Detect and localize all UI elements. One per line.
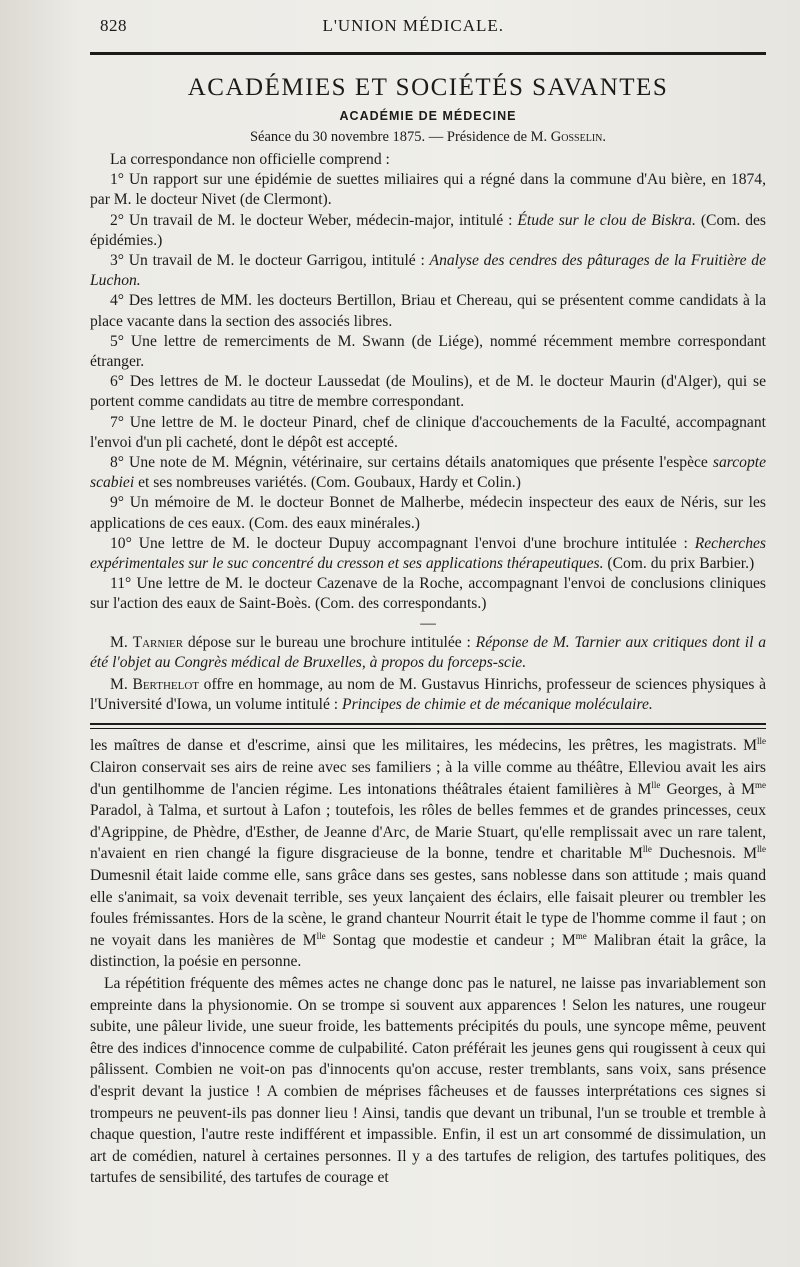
header-rule [90,52,766,55]
running-header [90,16,766,46]
president-name: Gosselin [550,129,603,145]
correspondence-item-3: 3° Un travail de M. le docteur Garrigou, intitulé : Analyse des cendres des pâturages de la Fruitière de Luchon. [90,252,766,290]
separator-dash: — [420,614,436,632]
academy-title: ACADÉMIE DE MÉDECINE [339,109,517,123]
correspondence-item-1: 1° Un rapport sur une épidémie de suettes miliaires qui a régné dans la commune d'Au bière, en 1874, par M. le docteur Nivet (de Clermont). [90,171,766,209]
correspondence-item-8: 8° Une note de M. Mégnin, vétérinaire, sur certains détails anatomiques que présente l'espèce sarcopte scabiei et ses nombreuses variétés. (Com. Goubaux, Hardy et Colin.) [90,454,766,492]
page-number: 828 [100,16,127,35]
berthelot-paragraph: M. Berthelot offre en hommage, au nom de M. Gustavus Hinrichs, professeur de sciences physiques à l'Université d'Iowa, un volume intitulé : Principes de chimie et de mécanique moléculaire. [90,676,766,714]
section-title: ACADÉMIES ET SOCIÉTÉS SAVANTES [187,74,669,101]
feuilleton-paragraph-1: les maîtres de danse et d'escrime, ainsi que les militaires, les médecins, les prêtres, les magistrats. $M^{lle}$ Clairon conservait ses airs de reine avec ses familiers ; à la ville comme au théâtre, Elleviou avait les airs d'un gentilhomme de l'ancien régime. Les intonations théâtrales étaient familières à $M^{lle}$ Georges, à $M^{me}$ Paradol, à Talma, et surtout à Lafon ; toutefois, les rôles de belles femmes et de grandes princesses, ceux d'Agrippine, de Phèdre, d'Esther, de Jeanne d'Arc, de Marie Stuart, qu'elle remplissait avec un rare talent, n'avaient en rien changé la figure disgracieuse de la bonne, tendre et charitable $M^{lle}$ Duchesnois. $M^{lle}$ Dumesnil était laide comme elle, sans grâce dans ses gestes, sans noblesse dans son attitude ; mais quand elle s'animait, sa voix devenait terrible, ses yeux lançaient des éclairs, elle faisait pleurer ou trembler les foules frémissantes. Hors de la scène, le grand chanteur Nourrit était le type de l'homme comme il faut ; on ne voyait dans les manières de $M^{lle}$ Sontag que modestie et candeur ; $M^{me}$ Malibran était la grâce, la distinction, la poésie en personne. [90,736,767,971]
session-report [90,150,766,715]
tarnier-paragraph: M. Tarnier dépose sur le bureau une brochure intitulée : Réponse de M. Tarnier aux critiques dont il a été l'objet au Congrès médical de Bruxelles, à propos du forceps-scie. [90,633,766,671]
correspondence-intro: La correspondance non officielle comprend : [110,151,390,168]
correspondence-item-5: 5° Une lettre de remerciments de M. Swann (de Liége), nommé récemment membre correspondant étranger. [90,332,766,371]
feuilleton-divider [90,723,766,729]
correspondence-item-2: 2° Un travail de M. le docteur Weber, médecin-major, intitulé : Étude sur le clou de Biskra. (Com. des épidémies.) [90,211,767,249]
feuilleton-paragraph-2: La répétition fréquente des mêmes actes ne change donc pas le naturel, ne laisse pas invariablement son empreinte dans la physionomie. On se trompe si souvent aux apparences ! Selon les natures, une rougeur subite, une pâleur livide, une sueur froide, les battements précipités du pouls, une syncope même, peuvent être des indices d'innocence comme de culpabilité. Caton préférait les jeunes gens qui rougissent à ceux qui pâlissent. Combien ne voit-on pas d'innocents qu'on accuse, rester tremblants, sans voix, sans présence d'esprit devant la justice ! A combien de méprises fâcheuses et de fausses interprétations ces signes si trompeurs ne peuvent-ils pas donner lieu ! Ainsi, tandis que devant un tribunal, l'un se trouble et tremble à chaque question, l'autre reste indifférent et impassible. Enfin, il est un art consommé de dissimulation, un art de comédien, naturel à certaines personnes. Il y a des tartufes de religion, des tartufes politiques, des tartufes de sensibilité, des tartufes de courage et [90,975,766,1187]
correspondence-item-10: 10° Une lettre de M. le docteur Dupuy accompagnant l'envoi d'une brochure intitulée : Recherches expérimentales sur le suc concentré du cresson et ses applications thérapeutiques. (Com. du prix Barbier.) [90,534,766,573]
feuilleton-text [90,735,766,1188]
correspondence-item-11: 11° Une lettre de M. le docteur Cazenave de la Roche, accompagnant l'envoi de conclusions cliniques sur l'action des eaux de Saint-Boès. (Com. des correspondants.) [90,575,766,613]
correspondence-item-9: 9° Un mémoire de M. le docteur Bonnet de Malherbe, médecin inspecteur des eaux de Néris, sur les applications de ces eaux. (Com. des eaux minérales.) [90,494,766,532]
correspondence-item-6: 6° Des lettres de M. le docteur Laussedat (de Moulins), et de M. le docteur Maurin (d'Alger), qui se portent comme candidats au titre de membre correspondant. [90,373,766,411]
correspondence-item-4: 4° Des lettres de MM. les docteurs Bertillon, Briau et Chereau, qui se présentent comme candidats à la place vacante dans la section des associés libres. [90,292,766,330]
journal-title: L'UNION MÉDICALE. [322,16,504,35]
correspondence-item-7: 7° Une lettre de M. le docteur Pinard, chef de clinique d'accouchements de la Faculté, accompagnant l'envoi d'un pli cacheté, dont le dépôt est accepté. [90,413,766,451]
seance-line: Séance du 30 novembre 1875. — Présidence de M. Gosselin. [249,129,607,145]
